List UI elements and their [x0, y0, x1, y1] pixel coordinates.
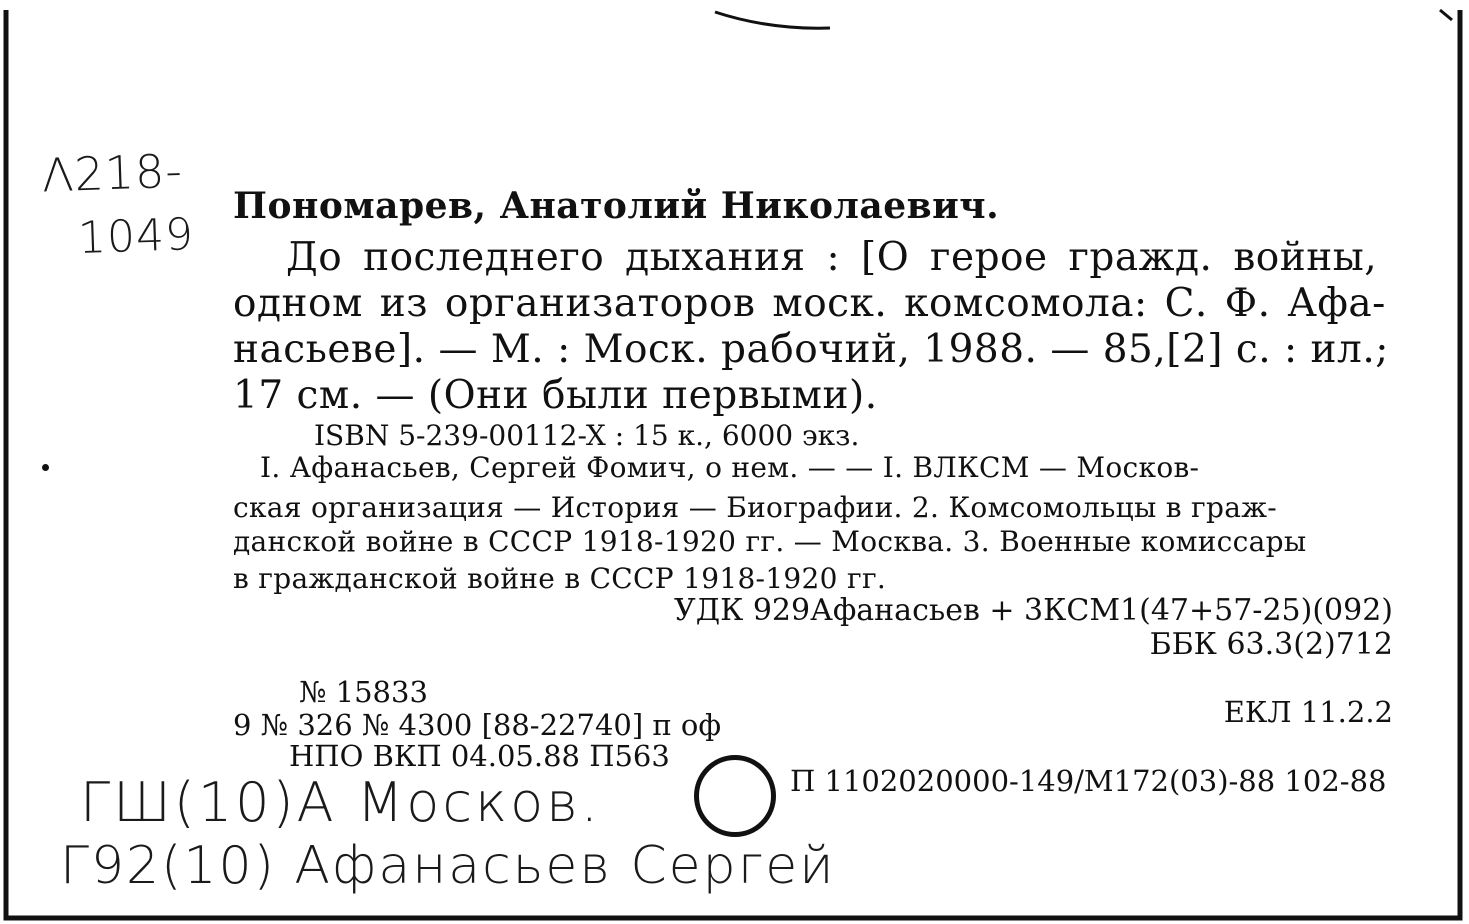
title-line-1: До последнего дыхания : [О герое гражд. войны, — [286, 235, 1378, 280]
publisher-code: П 1102020000-149/М172(03)-88 102-88 — [790, 764, 1387, 798]
bbk-classification: ББК 63.3(2)712 — [1149, 627, 1393, 662]
stamp-circle — [694, 755, 776, 837]
udk-classification: УДК 929Афанасьев + 3КСМ1(47+57-25)(092) — [674, 593, 1393, 628]
ekl-code: ЕКЛ 11.2.2 — [1223, 695, 1393, 729]
card-number: № 15833 — [299, 675, 428, 709]
handwritten-shelfmark-line2: 1049 — [77, 208, 195, 265]
title-line-4: 17 см. — (Они были первыми). — [233, 373, 878, 418]
subject-line-4: в гражданской войне в СССР 1918-1920 гг. — [233, 562, 887, 595]
subject-line-3: данской войне в СССР 1918-1920 гг. — Москва. 3. Военные комиссары — [233, 525, 1307, 558]
title-line-2: одном из организаторов моск. комсомола: С. Ф. Афа- — [233, 281, 1386, 326]
isbn-line: ISBN 5-239-00112-X : 15 к., 6000 экз. — [314, 419, 860, 452]
subject-line-1: I. Афанасьев, Сергей Фомич, о нем. — — I. ВЛКСМ — Москов- — [260, 451, 1200, 484]
subject-line-2: ская организация — История — Биографии. 2. Комсомольцы в граж- — [233, 491, 1278, 524]
npo-info: НПО ВКП 04.05.88 П563 — [289, 739, 670, 773]
handwritten-note-line1: ГШ(10)А Москов. — [80, 771, 601, 834]
print-info: 9 № 326 № 4300 [88-22740] п оф — [233, 708, 722, 742]
bullet-dot — [42, 464, 49, 471]
handwritten-shelfmark-line1: Λ218- — [41, 143, 184, 203]
title-line-3: насьеве]. — М. : Моск. рабочий, 1988. — 85,[2] с. : ил.; — [233, 327, 1389, 372]
author-heading: Пономарев, Анатолий Николаевич. — [233, 185, 1000, 227]
handwritten-note-line2: Г92(10) Афанасьев Сергей — [60, 836, 836, 896]
